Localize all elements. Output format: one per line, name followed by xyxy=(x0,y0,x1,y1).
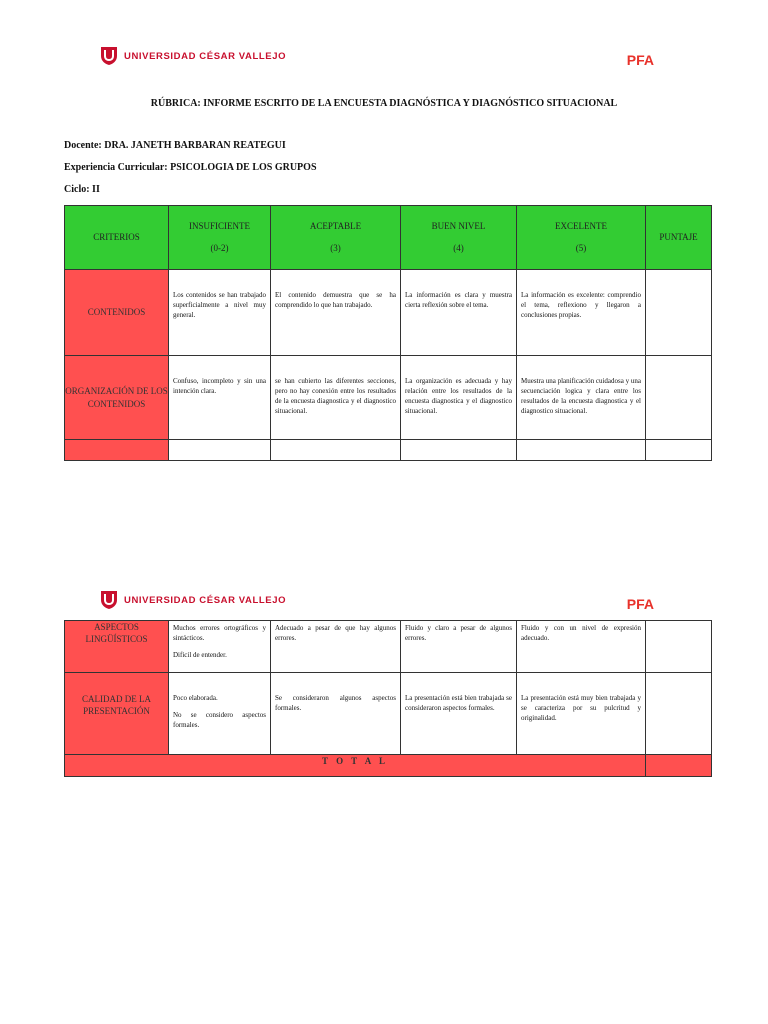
criterion-organizacion: ORGANIZACIÓN DE LOS CONTENIDOS xyxy=(65,356,169,440)
criterion-calidad-presentacion: CALIDAD DE LA PRESENTACIÓN xyxy=(65,673,169,755)
table-row xyxy=(65,621,712,673)
total-score-input[interactable] xyxy=(646,755,712,777)
page-header xyxy=(100,590,660,614)
cell-excelente: La presentación está muy bien trabajada y se caracteriza por su pulcritud y originalidad. xyxy=(517,673,646,755)
criterion-aspectos-linguisticos: ASPECTOS LINGÜÍSTICOS xyxy=(65,621,169,673)
total-label: T O T A L xyxy=(65,755,646,777)
ciclo-line: Ciclo: II xyxy=(64,184,100,195)
header-criterios: CRITERIOS xyxy=(65,206,169,270)
header-aceptable: ACEPTABLE (3) xyxy=(271,206,401,270)
header-insuficiente: INSUFICIENTE (0-2) xyxy=(169,206,271,270)
cell-empty xyxy=(271,440,401,461)
cell-empty xyxy=(401,440,517,461)
cell-insuficiente: Muchos errores ortográficos y sintácticos. Dificil de entender. xyxy=(169,621,271,673)
cell-buen-nivel: La información es clara y muestra cierta reflexión sobre el tema. xyxy=(401,270,517,356)
university-logo xyxy=(100,590,286,610)
header-excelente: EXCELENTE (5) xyxy=(517,206,646,270)
university-shield-icon xyxy=(100,590,118,610)
pfa-badge: PFA xyxy=(626,596,654,612)
experiencia-line: Experiencia Curricular: PSICOLOGIA DE LOS GRUPOS xyxy=(64,162,317,173)
docente-line: Docente: DRA. JANETH BARBARAN REATEGUI xyxy=(64,140,286,151)
cell-buen-nivel: La organización es adecuada y hay relación entre los resultados de la encuesta diagnostica y el diagnostico situacional. xyxy=(401,356,517,440)
header-row xyxy=(65,206,712,270)
university-shield-icon xyxy=(100,46,118,66)
document-title: RÚBRICA: INFORME ESCRITO DE LA ENCUESTA DIAGNÓSTICA Y DIAGNÓSTICO SITUACIONAL xyxy=(150,98,618,109)
rubric-table-part-2 xyxy=(64,620,712,777)
university-logo xyxy=(100,46,286,66)
cell-aceptable: El contenido demuestra que se ha comprendido lo que han trabajado. xyxy=(271,270,401,356)
cell-insuficiente: Los contenidos se han trabajado superficialmente a nivel muy general. xyxy=(169,270,271,356)
header-puntaje: PUNTAJE xyxy=(646,206,712,270)
cell-insuficiente: Poco elaborada. No se considero aspectos formales. xyxy=(169,673,271,755)
pfa-badge: PFA xyxy=(626,52,654,68)
criterion-contenidos: CONTENIDOS xyxy=(65,270,169,356)
header-buen-nivel: BUEN NIVEL (4) xyxy=(401,206,517,270)
university-name: UNIVERSIDAD CÉSAR VALLEJO xyxy=(124,50,287,62)
cell-empty xyxy=(517,440,646,461)
cell-buen-nivel: Fluido y claro a pesar de algunos errores. xyxy=(401,621,517,673)
table-row xyxy=(65,270,712,356)
puntaje-input[interactable] xyxy=(646,356,712,440)
puntaje-input[interactable] xyxy=(646,440,712,461)
table-row xyxy=(65,440,712,461)
puntaje-input[interactable] xyxy=(646,270,712,356)
cell-excelente: Fluido y con un nivel de expresión adecuado. xyxy=(517,621,646,673)
university-name: UNIVERSIDAD CÉSAR VALLEJO xyxy=(124,594,287,606)
cell-insuficiente: Confuso, incompleto y sin una intención clara. xyxy=(169,356,271,440)
puntaje-input[interactable] xyxy=(646,621,712,673)
cell-aceptable: Se consideraron algunos aspectos formales. xyxy=(271,673,401,755)
cell-excelente: La información es excelente: comprendio el tema, reflexiono y llegaron a conclusiones propias. xyxy=(517,270,646,356)
cell-empty xyxy=(169,440,271,461)
rubric-table-part-1 xyxy=(64,205,712,461)
cell-aceptable: Adecuado a pesar de que hay algunos errores. xyxy=(271,621,401,673)
table-row xyxy=(65,673,712,755)
total-row xyxy=(65,755,712,777)
cell-buen-nivel: La presentación está bien trabajada se consideraron aspectos formales. xyxy=(401,673,517,755)
cell-excelente: Muestra una planificación cuidadosa y una secuenciación logica y clara entre los resultados de la encuesta diagnostica y el diagnostico situacional. xyxy=(517,356,646,440)
puntaje-input[interactable] xyxy=(646,673,712,755)
table-row xyxy=(65,356,712,440)
criterion-empty xyxy=(65,440,169,461)
page-header xyxy=(100,46,660,70)
cell-aceptable: se han cubierto las diferentes secciones, pero no hay conexión entre los resultados de la encuesta diagnostica y el diagnostico situacional. xyxy=(271,356,401,440)
